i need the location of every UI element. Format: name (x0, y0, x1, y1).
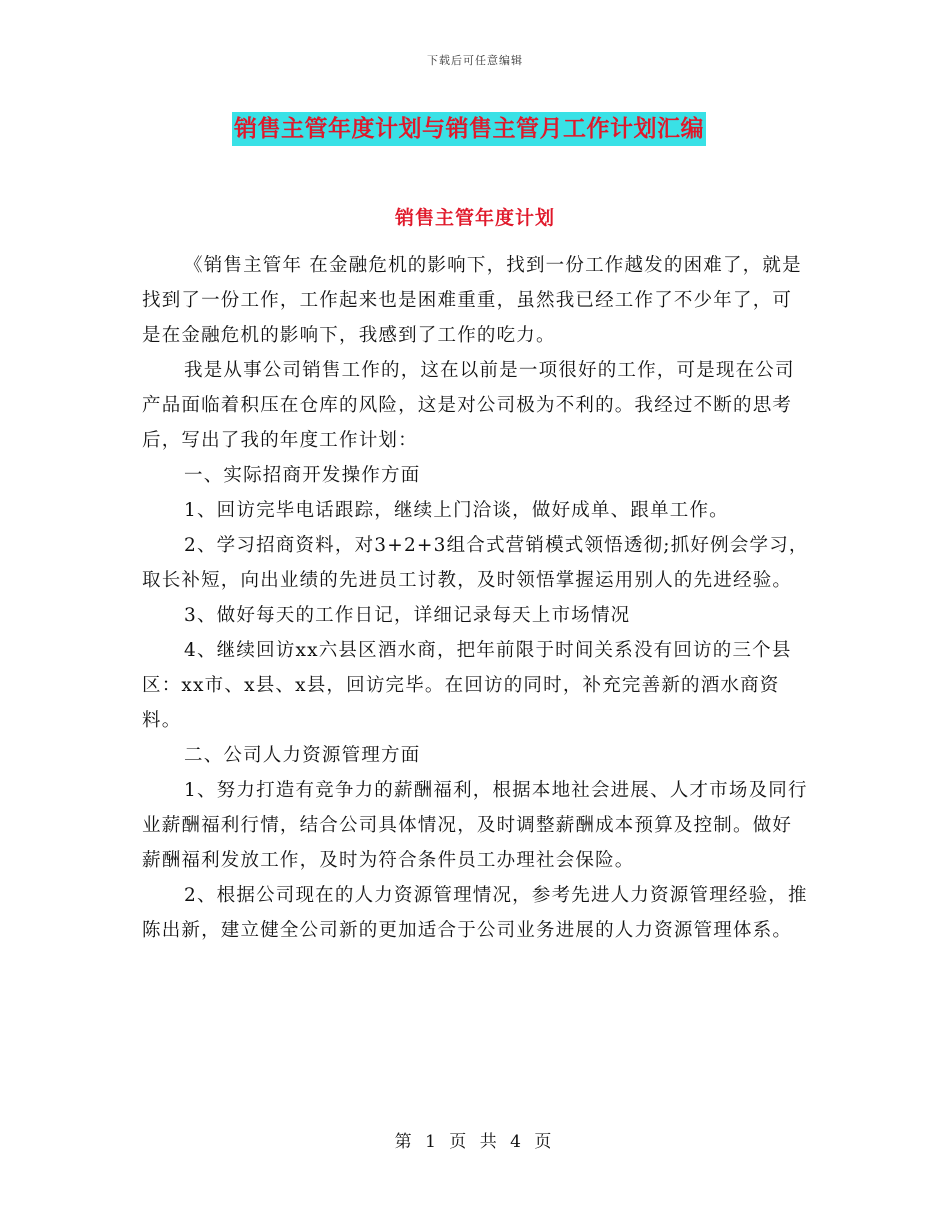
paragraph-background: 我是从事公司销售工作的，这在以前是一项很好的工作，可是现在公司产品面临着积压在仓库的风险，这是对公司极为不利的。我经过不断的思考后，写出了我的年度工作计划： (142, 360, 795, 451)
section-title: 销售主管年度计划 (394, 207, 555, 229)
heading-hr: 二、公司人力资源管理方面 (184, 745, 421, 766)
list-item: 1、回访完毕电话跟踪，继续上门洽谈，做好成单、跟单工作。 (184, 500, 729, 521)
header-note: 下载后可任意编辑 (427, 54, 523, 67)
document-body (142, 248, 810, 948)
list-item: 2、学习招商资料，对3+2+3组合式营销模式领悟透彻;抓好例会学习，取长补短，向出业绩的先进员工讨教，及时领悟掌握运用别人的先进经验。 (142, 535, 809, 591)
list-item: 2、根据公司现在的人力资源管理情况，参考先进人力资源管理经验，推陈出新，建立健全公司新的更加适合于公司业务进展的人力资源管理体系。 (142, 885, 808, 941)
heading-recruitment: 一、实际招商开发操作方面 (184, 465, 421, 486)
list-item: 1、努力打造有竞争力的薪酬福利，根据本地社会进展、人才市场及同行业薪酬福利行情，结合公司具体情况，及时调整薪酬成本预算及控制。做好薪酬福利发放工作，及时为符合条件员工办理社会保险。 (142, 780, 808, 871)
page-footer: 第 1 页 共 4 页 (394, 1132, 556, 1152)
list-item: 3、做好每天的工作日记，详细记录每天上市场情况 (184, 605, 631, 626)
list-item: 4、继续回访xx六县区酒水商，把年前限于时间关系没有回访的三个县区：xx市、x县、x县，回访完毕。在回访的同时，补充完善新的酒水商资料。 (142, 640, 792, 731)
document-title: 销售主管年度计划与销售主管月工作计划汇编 (232, 112, 706, 146)
paragraph-intro: 《销售主管年 在金融危机的影响下，找到一份工作越发的困难了，就是找到了一份工作，工作起来也是困难重重，虽然我已经工作了不少年了，可是在金融危机的影响下，我感到了工作的吃力。 (142, 255, 802, 346)
